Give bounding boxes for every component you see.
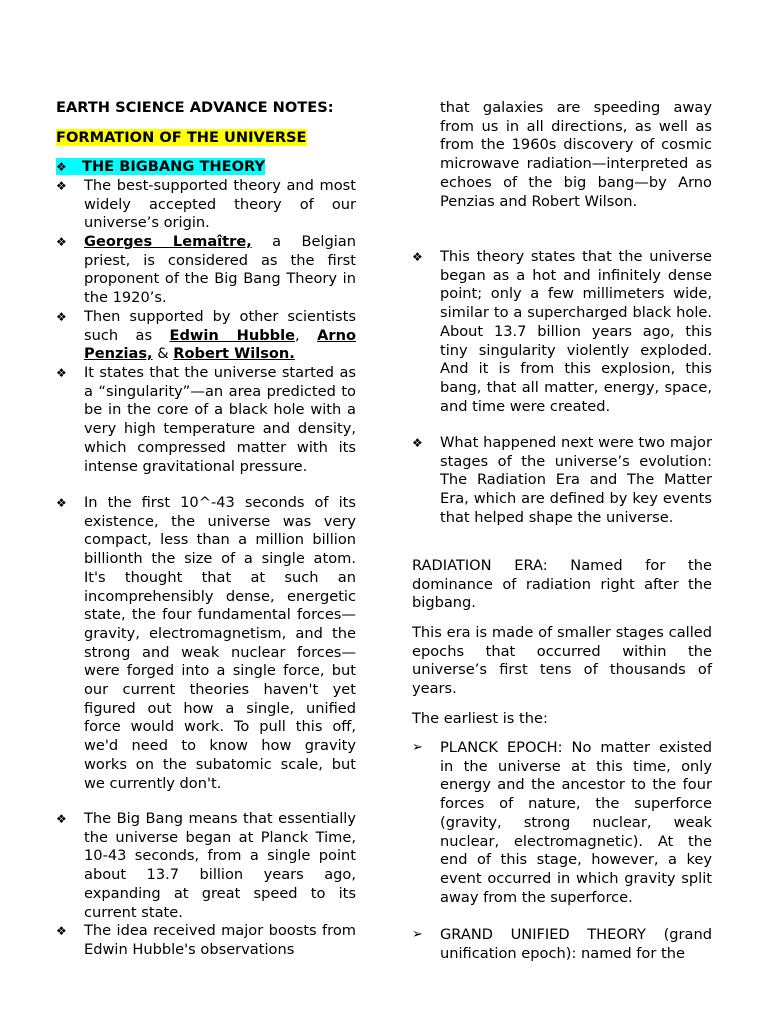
name-hubble: Edwin Hubble	[169, 326, 296, 344]
section-heading	[56, 158, 265, 177]
era-description-paragraph: This era is made of smaller stages called epochs that occurred within the universe’s first tens of thousands of years.	[412, 624, 712, 698]
separator-ampersand: &	[157, 345, 169, 363]
earliest-paragraph: The earliest is the:	[412, 710, 548, 727]
list-item-body: Then supported by other scientists such as	[84, 308, 356, 344]
notes-heading: EARTH SCIENCE ADVANCE NOTES:	[56, 99, 334, 116]
list-item-text: The idea received major boosts from Edwin Hubble's observations	[84, 922, 356, 958]
list-item	[56, 233, 356, 308]
list-item-text: In the first 10^-43 seconds of its existence, the universe was very compact, less than a million billion billionth the size of a single atom. It's thought that at such an incomprehensibly dense, energetic state, the four fundamental forces—gravity, electromagnetism, and the strong and weak nuclear forces—were forged into a single force, but our current theories haven't yet figured out how a single, unified force would work. To pull this off, we'd need to know how gravity works on the subatomic scale, but we currently don't.	[84, 494, 356, 792]
list-item	[56, 494, 356, 793]
diamond-bullet-icon: ❖	[56, 366, 67, 380]
section-highlight	[56, 158, 265, 175]
list-item-text: PLANCK EPOCH: No matter existed in the universe at this time, only energy and the ancestor to the four forces of nature, the superforce (gravity, strong nuclear, weak nuclear, electromagnetic). At the end of this stage, however, a key event occurred in which gravity split away from the superforce.	[440, 739, 712, 906]
continued-paragraph: that galaxies are speeding away from us in all directions, as well as from the 1960s discovery of cosmic microwave radiation—interpreted as echoes of the big bang—by Arno Penzias and Robert Wilson.	[440, 99, 712, 210]
arrow-bullet-icon: ➢	[412, 740, 423, 755]
list-item-text: It states that the universe started as a “singularity”—an area predicted to be in the core of a black hole with a very high temperature and density, which compressed matter with its intense gravitational pressure.	[84, 364, 356, 475]
list-item-text: GRAND UNIFIED THEORY (grand unification epoch): named for the	[440, 926, 712, 962]
list-item-text: The best-supported theory and most widely accepted theory of our universe’s origin.	[84, 177, 356, 232]
list-item-text	[84, 308, 356, 364]
list-item	[412, 739, 712, 907]
diamond-bullet-icon: ❖	[56, 310, 67, 324]
name-wilson: Robert Wilson.	[173, 345, 295, 363]
separator-comma: ,	[295, 326, 300, 344]
list-item	[412, 434, 712, 528]
diamond-bullet-icon: ❖	[56, 924, 67, 938]
arrow-bullet-icon: ➢	[412, 927, 423, 942]
list-item-text: This theory states that the universe began as a hot and infinitely dense point; only a few millimeters wide, similar to a supercharged black hole. About 13.7 billion years ago, this tiny singularity violently exploded. And it is from this explosion, this bang, that all matter, energy, space, and time were created.	[440, 248, 712, 415]
list-item	[412, 926, 712, 963]
diamond-bullet-icon: ❖	[412, 436, 423, 450]
name-penzias: Arno Penzias,	[84, 326, 356, 363]
list-item	[56, 364, 356, 476]
list-item	[56, 922, 356, 959]
radiation-era-paragraph: RADIATION ERA: Named for the dominance of radiation right after the bigbang.	[412, 557, 712, 612]
list-item-text	[84, 233, 356, 308]
diamond-bullet-icon: ❖	[56, 179, 67, 193]
title-highlight: FORMATION OF THE UNIVERSE	[56, 129, 307, 146]
name-lemaitre: Georges Lemaître,	[84, 233, 252, 250]
diamond-bullet-icon: ❖	[56, 496, 67, 510]
document-title	[56, 129, 307, 148]
section-bullet-icon: ❖	[56, 160, 67, 174]
list-item-text: What happened next were two major stages of the universe’s evolution: The Radiation Era and The Matter Era, which are defined by key events that helped shape the universe.	[440, 434, 712, 526]
diamond-bullet-icon: ❖	[412, 250, 423, 264]
section-title: THE BIGBANG THEORY	[82, 158, 266, 175]
list-item	[56, 308, 356, 364]
list-item-body: a Belgian priest, is considered as the first proponent of the Big Bang Theory in the 1920’s.	[84, 233, 357, 307]
list-item	[56, 177, 356, 233]
list-item	[412, 248, 712, 416]
diamond-bullet-icon: ❖	[56, 235, 67, 249]
list-item-text: The Big Bang means that essentially the universe began at Planck Time, 10-43 seconds, from a single point about 13.7 billion years ago, expanding at great speed to its current state.	[84, 810, 356, 921]
diamond-bullet-icon: ❖	[56, 812, 67, 826]
list-item	[56, 810, 356, 922]
